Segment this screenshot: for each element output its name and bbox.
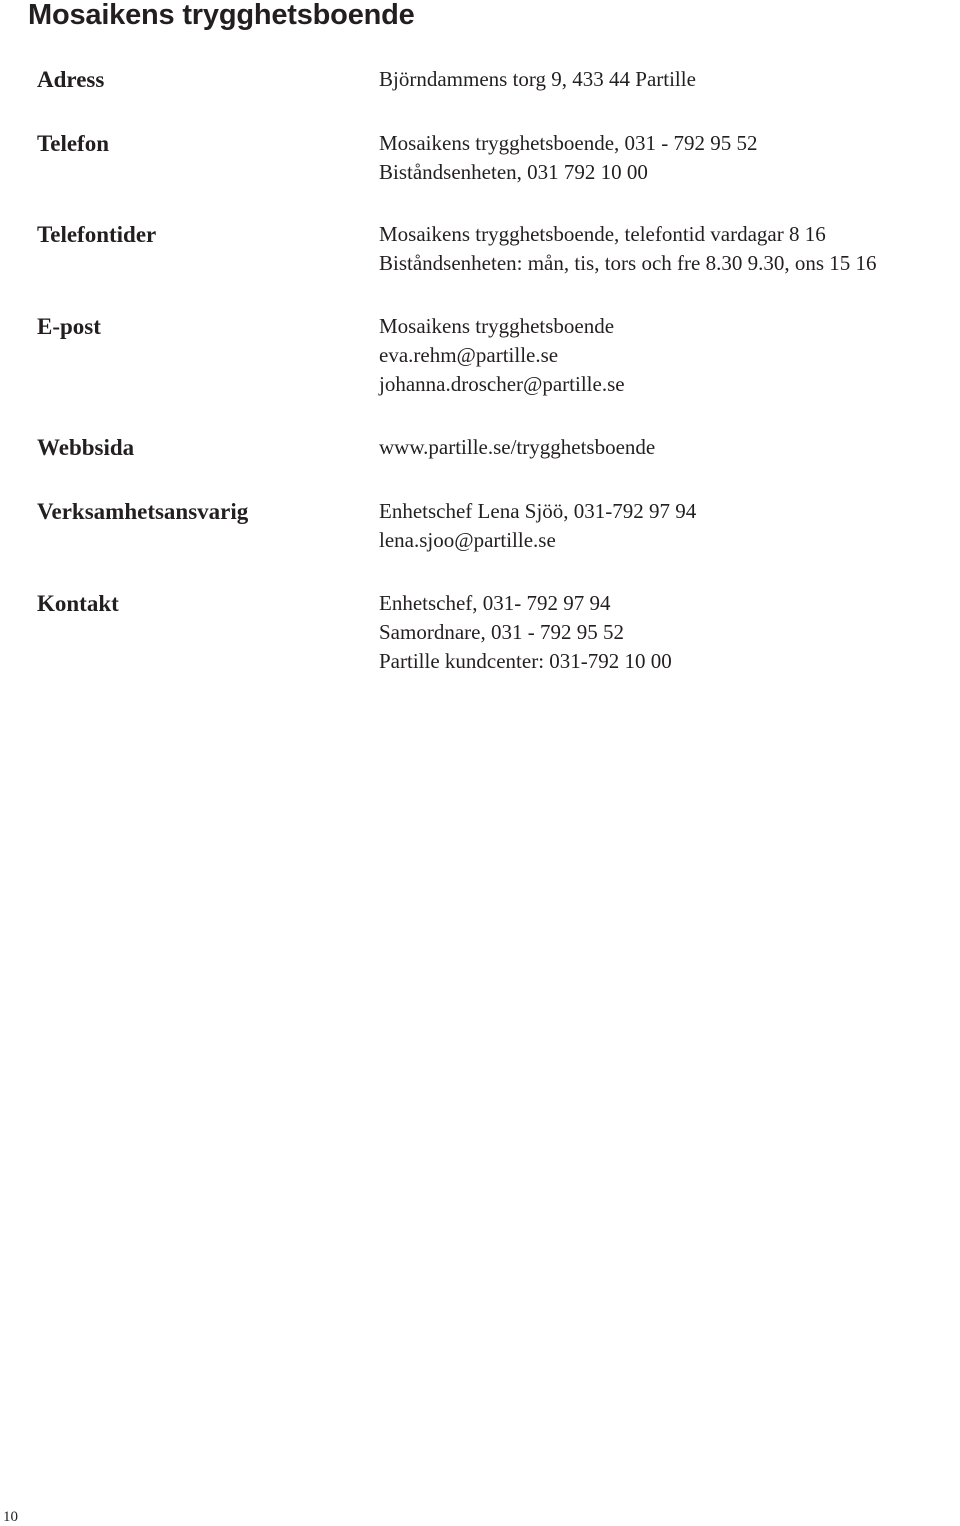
contact-value: Partille kundcenter: 031-792 10 00 xyxy=(379,649,672,673)
page-title: Mosaikens trygghetsboende xyxy=(28,0,415,31)
row-label: Telefon xyxy=(37,131,109,156)
website-link[interactable]: www.partille.se/trygghetsboende xyxy=(379,435,656,459)
row-label: Verksamhetsansvarig xyxy=(37,499,249,524)
phone-value: Mosaikens trygghetsboende, 031 - 792 95 52 xyxy=(379,131,758,155)
contact-value: Samordnare, 031 - 792 95 52 xyxy=(379,620,624,644)
address-value: Björndammens torg 9, 433 44 Partille xyxy=(379,67,696,91)
row-label: Webbsida xyxy=(37,435,135,460)
row-values xyxy=(379,220,877,278)
row-label: Adress xyxy=(37,67,105,92)
row-values xyxy=(379,433,655,462)
page-number: 10 xyxy=(3,1509,18,1525)
email-value: Mosaikens trygghetsboende xyxy=(379,314,615,338)
phone-value: Biståndsenheten, 031 792 10 00 xyxy=(379,160,648,184)
row-values xyxy=(379,65,696,94)
phone-hours-value: Mosaikens trygghetsboende, telefontid vardagar 8 16 xyxy=(379,222,826,246)
manager-value: Enhetschef Lena Sjöö, 031-792 97 94 xyxy=(379,499,697,523)
contact-value: Enhetschef, 031- 792 97 94 xyxy=(379,591,611,615)
row-label: E-post xyxy=(37,314,101,339)
email-link[interactable]: lena.sjoo@partille.se xyxy=(379,528,556,552)
row-values xyxy=(379,589,672,676)
phone-hours-value: Biståndsenheten: mån, tis, tors och fre 8.30 9.30, ons 15 16 xyxy=(379,251,877,275)
email-link[interactable]: johanna.droscher@partille.se xyxy=(379,372,625,396)
row-label: Kontakt xyxy=(37,591,119,616)
email-link[interactable]: eva.rehm@partille.se xyxy=(379,343,559,367)
row-values xyxy=(379,497,696,555)
row-values xyxy=(379,129,758,187)
row-label: Telefontider xyxy=(37,222,157,247)
row-values xyxy=(379,312,625,399)
